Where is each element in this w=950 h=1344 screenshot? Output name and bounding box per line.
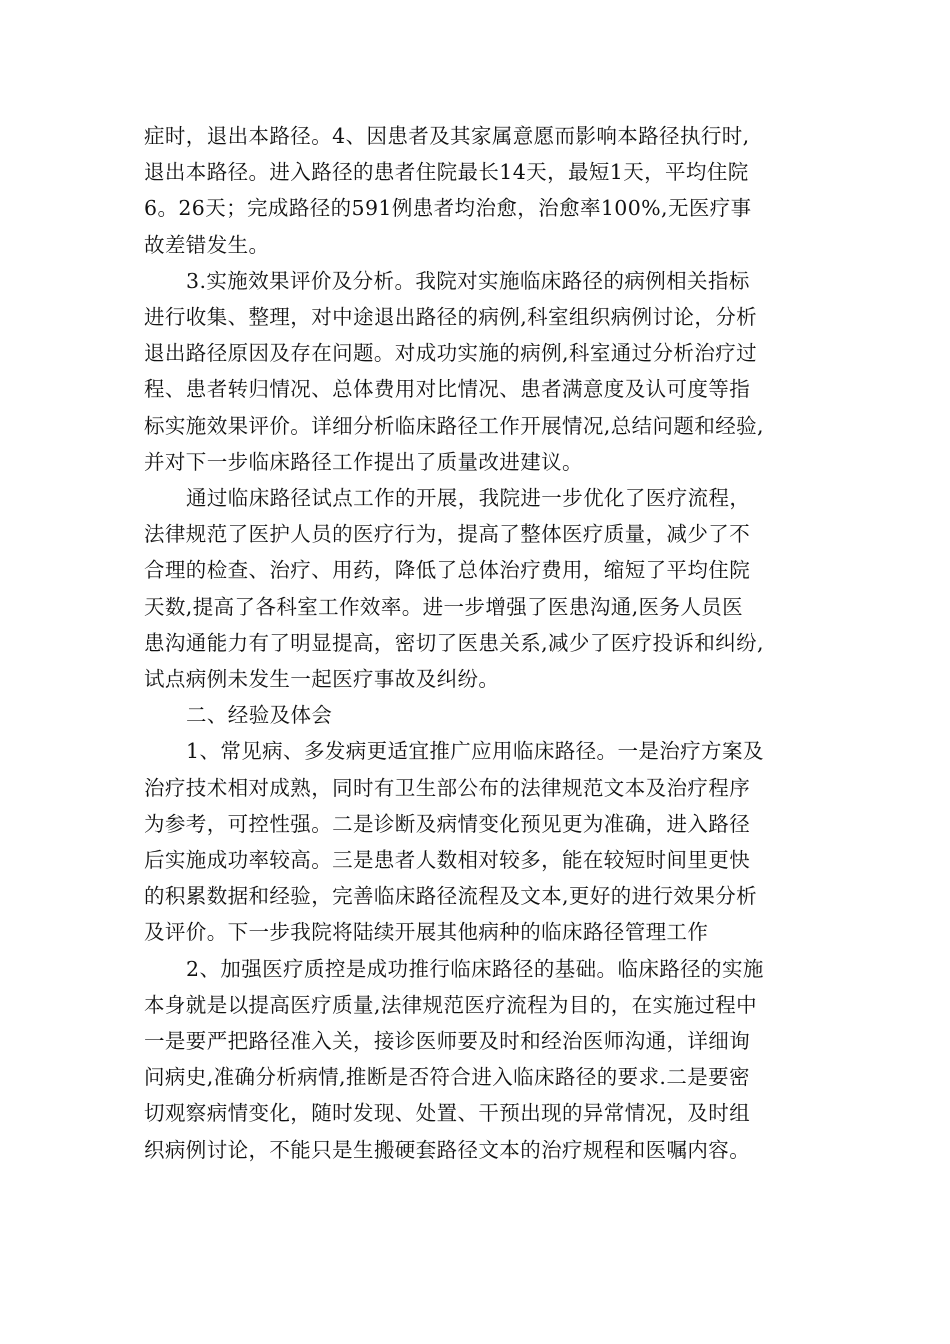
text-line: 6。26天；完成路径的591例患者均治愈，治愈率100%,无医疗事 [144, 196, 752, 221]
text-line: 天数,提高了各科室工作效率。进一步增强了医患沟通,医务人员医 [144, 594, 744, 619]
text-line: 切观察病情变化，随时发现、处置、干预出现的异常情况，及时组 [144, 1101, 751, 1126]
text-line: 织病例讨论，不能只是生搬硬套路径文本的治疗规程和医嘱内容。 [144, 1137, 751, 1162]
text-line: 故差错发生。 [144, 232, 270, 257]
text-line: 2、加强医疗质控是成功推行临床路径的基础。临床路径的实施 [186, 956, 764, 981]
text-line: 试点病例未发生一起医疗事故及纠纷。 [144, 667, 500, 692]
text-line: 问病史,准确分析病情,推断是否符合进入临床路径的要求.二是要密 [144, 1065, 750, 1090]
text-line: 通过临床路径试点工作的开展，我院进一步优化了医疗流程， [186, 486, 751, 511]
text-line: 并对下一步临床路径工作提出了质量改进建议。 [144, 449, 583, 474]
document-page [144, 118, 834, 1218]
text-line: 为参考，可控性强。二是诊断及病情变化预见更为准确，进入路径 [144, 811, 751, 836]
text-line: 1、常见病、多发病更适宜推广应用临床路径。一是治疗方案及 [186, 739, 764, 764]
text-line: 进行收集、整理，对中途退出路径的病例,科室组织病例讨论，分析 [144, 305, 758, 330]
paragraph-pilot-results [144, 480, 834, 697]
text-line: 标实施效果评价。详细分析临床路径工作开展情况,总结问题和经验, [144, 413, 764, 438]
section-heading-text: 二、经验及体会 [186, 703, 333, 728]
text-line: 及评价。下一步我院将陆续开展其他病种的临床路径管理工作 [144, 920, 709, 945]
text-line: 3.实施效果评价及分析。我院对实施临床路径的病例相关指标 [186, 268, 750, 293]
text-line: 治疗技术相对成熟，同时有卫生部公布的法律规范文本及治疗程序 [144, 775, 751, 800]
paragraph-exit-criteria [144, 118, 834, 263]
paragraph-evaluation-analysis [144, 263, 834, 480]
text-line: 后实施成功率较高。三是患者人数相对较多，能在较短时间里更快 [144, 848, 751, 873]
text-line: 本身就是以提高医疗质量,法律规范医疗流程为目的，在实施过程中 [144, 992, 758, 1017]
section-heading [144, 697, 834, 733]
text-line: 合理的检查、治疗、用药，降低了总体治疗费用，缩短了平均住院 [144, 558, 751, 583]
text-line: 退出本路径。进入路径的患者住院最长14天，最短1天，平均住院 [144, 160, 749, 185]
paragraph-experience-1 [144, 733, 834, 950]
text-line: 退出路径原因及存在问题。对成功实施的病例,科室通过分析治疗过 [144, 341, 758, 366]
paragraph-experience-2 [144, 951, 834, 1168]
text-line: 患沟通能力有了明显提高，密切了医患关系,减少了医疗投诉和纠纷, [144, 630, 764, 655]
text-line: 一是要严把路径准入关，接诊医师要及时和经治医师沟通，详细询 [144, 1029, 751, 1054]
text-line: 法律规范了医护人员的医疗行为，提高了整体医疗质量，减少了不 [144, 522, 751, 547]
text-line: 症时，退出本路径。4、因患者及其家属意愿而影响本路径执行时, [144, 124, 750, 148]
text-line: 的积累数据和经验，完善临床路径流程及文本,更好的进行效果分析 [144, 884, 758, 909]
text-line: 程、患者转归情况、总体费用对比情况、患者满意度及认可度等指 [144, 377, 751, 402]
